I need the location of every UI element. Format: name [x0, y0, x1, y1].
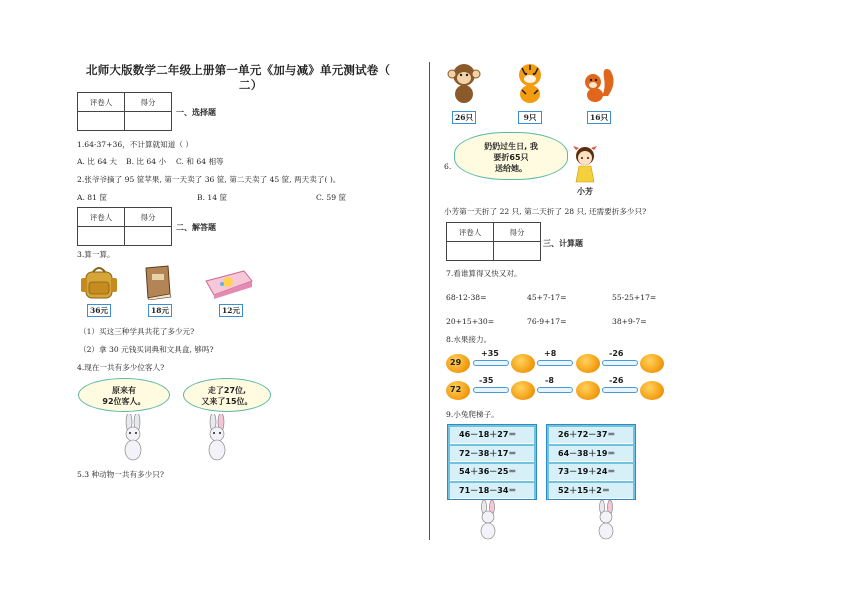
score-label: 得分: [494, 223, 541, 242]
reviewer-cell[interactable]: [78, 112, 125, 131]
question-1-option-a: A. 比 64 大: [77, 157, 117, 166]
score-table: [77, 207, 172, 246]
question-2-option-b: B. 14 筐: [197, 193, 228, 202]
page-title-line2: 二）: [239, 78, 263, 92]
ladder-rung: 46－18＋27＝: [450, 427, 534, 444]
question-8-stem: 8.水果接力。: [446, 335, 492, 344]
start-number: 72: [450, 385, 462, 394]
equation: 55-25+17=: [612, 293, 657, 302]
question-3-sub-1: （1）买这三种学具共花了多少元?: [79, 327, 195, 336]
operation-label: -8: [545, 376, 554, 385]
reviewer-label: 评卷人: [78, 93, 125, 112]
question-4-stem: 4.现在一共有多少位客人?: [77, 363, 165, 372]
ladder-rung: 26＋72－37＝: [549, 427, 633, 444]
arrow-bar: [473, 387, 509, 393]
operation-label: -35: [479, 376, 494, 385]
equation: 76-9+17=: [527, 317, 567, 326]
ladder-rung: 72－38＋17＝: [450, 446, 534, 463]
orange-icon[interactable]: [576, 354, 600, 373]
tiger-image: [512, 62, 548, 104]
question-6-number: 6.: [444, 162, 452, 171]
ladder-rung: 52＋15＋2＝: [549, 483, 633, 500]
price-tag: 12元: [219, 304, 243, 317]
price-tag: 36元: [87, 304, 111, 317]
score-table: [446, 222, 541, 261]
speech-bubble: [78, 378, 170, 412]
reviewer-label: 评卷人: [78, 208, 125, 227]
arrow-bar: [602, 360, 638, 366]
equation: 20+15+30=: [446, 317, 495, 326]
question-1-option-b: B. 比 64 小: [126, 157, 167, 166]
column-divider: [429, 62, 430, 540]
page-title: 北师大版数学二年级上册第一单元《加与减》单元测试卷（: [86, 63, 391, 77]
section-heading: 二、解答题: [176, 223, 216, 232]
ladder-rung: 64－38＋19＝: [549, 446, 633, 463]
question-1-stem: 1.64-37+36，不计算就知道（ ）: [77, 140, 193, 149]
question-3-sub-2: （2）拿 30 元钱买词典和文具盒, 够吗?: [79, 345, 214, 354]
arrow-bar: [537, 360, 573, 366]
pencil-box-image: [204, 269, 254, 299]
rabbit-image: [594, 500, 618, 540]
equation: 45+7-17=: [527, 293, 567, 302]
ladder-rung: 54＋36－25＝: [450, 464, 534, 481]
equation: 68-12-38=: [446, 293, 487, 302]
arrow-bar: [473, 360, 509, 366]
equation: 38+9-7=: [612, 317, 647, 326]
operation-label: -26: [609, 349, 624, 358]
operation-label: -26: [609, 376, 624, 385]
section-heading: 一、选择题: [176, 108, 216, 117]
girl-image: [570, 144, 600, 184]
orange-icon[interactable]: [576, 381, 600, 400]
orange-icon[interactable]: [640, 381, 664, 400]
ladder-left: [447, 424, 537, 500]
question-2-option-c: C. 59 筐: [316, 193, 347, 202]
question-7-stem: 7.看谁算得又快又对。: [446, 269, 522, 278]
score-label: 得分: [125, 208, 172, 227]
monkey-image: [446, 62, 482, 104]
reviewer-label: 评卷人: [447, 223, 494, 242]
reviewer-cell[interactable]: [447, 242, 494, 261]
arrow-bar: [537, 387, 573, 393]
operation-label: +35: [481, 349, 499, 358]
bubble-line: 92位客人。: [102, 397, 146, 406]
girl-name: 小芳: [577, 187, 593, 196]
ladder-rung: 73－19＋24＝: [549, 464, 633, 481]
price-tag: 18元: [148, 304, 172, 317]
orange-icon[interactable]: [511, 354, 535, 373]
question-2-stem: 2.张爷爷摘了 95 筐苹果, 第一天卖了 36 筐, 第二天卖了 45 筐, 两天卖了( )。: [77, 175, 341, 184]
section-heading: 三、计算题: [543, 239, 583, 248]
bubble-line: 走了27位,: [207, 386, 247, 395]
score-cell[interactable]: [125, 227, 172, 246]
rabbit-image: [204, 414, 230, 462]
score-table: [77, 92, 172, 131]
question-1-option-c: C. 和 64 相等: [176, 157, 224, 166]
count-tag: 26只: [452, 111, 476, 124]
question-5-stem: 5.3 种动物一共有多少只?: [77, 470, 164, 479]
score-label: 得分: [125, 93, 172, 112]
speech-bubble: [183, 378, 271, 412]
bubble-line: 原来有: [112, 386, 136, 395]
speech-bubble: [454, 132, 568, 180]
dictionary-image: [140, 264, 174, 300]
count-tag: 16只: [587, 111, 611, 124]
count-tag: 9只: [518, 111, 542, 124]
backpack-image: [80, 264, 118, 300]
score-cell[interactable]: [125, 112, 172, 131]
squirrel-image: [580, 66, 618, 104]
reviewer-cell[interactable]: [78, 227, 125, 246]
operation-label: +8: [544, 349, 557, 358]
bubble-line: 送给她。: [495, 164, 527, 173]
arrow-bar: [602, 387, 638, 393]
orange-icon[interactable]: [640, 354, 664, 373]
question-2-option-a: A. 81 筐: [77, 193, 107, 202]
bubble-line: 奶奶过生日, 我: [484, 142, 538, 151]
rabbit-image: [476, 500, 500, 540]
rabbit-image: [120, 414, 146, 462]
bubble-line: 要折65只: [493, 153, 529, 162]
ladder-rung: 71－18－34＝: [450, 483, 534, 500]
score-cell[interactable]: [494, 242, 541, 261]
question-9-stem: 9.小兔爬梯子。: [446, 410, 499, 419]
start-number: 29: [450, 358, 462, 367]
ladder-right: [546, 424, 636, 500]
question-6-text: 小芳第一天折了 22 只, 第二天折了 28 只, 还需要折多少只?: [444, 207, 647, 216]
orange-icon[interactable]: [511, 381, 535, 400]
bubble-line: 又来了15位。: [201, 397, 253, 406]
question-3-stem: 3.算一算。: [77, 250, 115, 259]
